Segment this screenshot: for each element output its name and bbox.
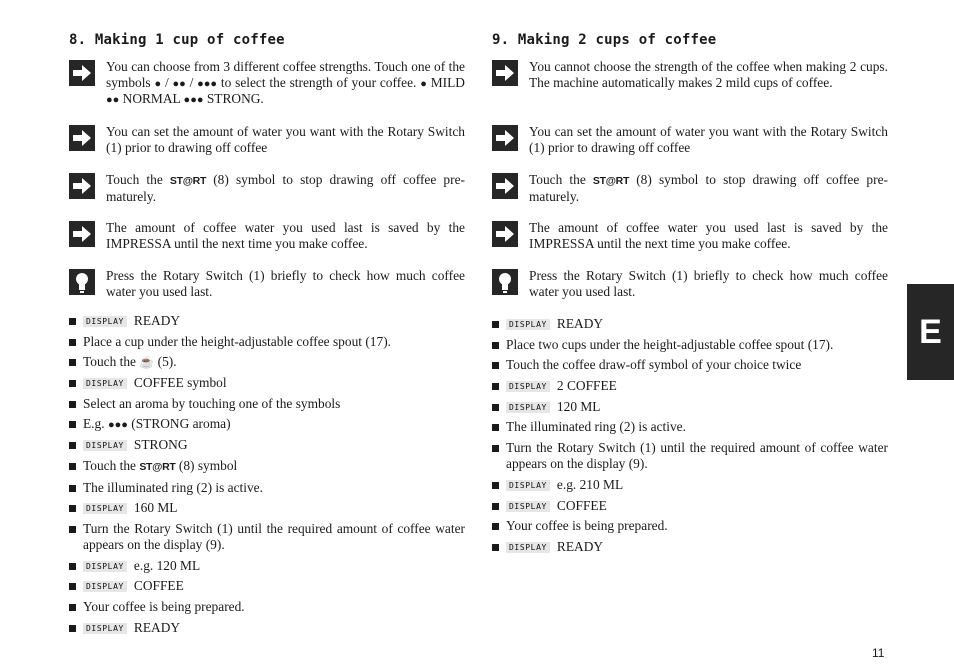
step-item — [492, 378, 888, 394]
note-text-part: (8) symbol to stop drawing off coffee pre-maturely. — [529, 172, 888, 204]
step-text: READY — [556, 316, 604, 331]
step-item — [69, 437, 465, 453]
step-text: COFFEE symbol — [133, 375, 227, 391]
note-text-part: You can choose from 3 different coffee strengths. Touch one of the symbols — [106, 59, 465, 90]
note-text — [529, 172, 888, 205]
step-item — [69, 375, 465, 391]
display-label: DISPLAY — [506, 480, 550, 491]
display-label: DISPLAY — [83, 316, 127, 327]
note-text-part: to select the strength of your coffee. — [220, 75, 417, 90]
step-list — [69, 313, 465, 640]
lightbulb-icon — [69, 269, 95, 295]
note-text: The amount of coffee water you used last is saved by the IMPRESSA until the next time you make coffee. — [106, 220, 465, 251]
step-text: COFFEE — [133, 578, 184, 594]
step-text: (5). — [157, 354, 177, 370]
step-text: STRONG — [133, 437, 188, 453]
normal-label: NORMAL — [122, 91, 181, 106]
note-text: You cannot choose the strength of the coffee when making 2 cups. The machine automatically makes 2 mild cups of coffee. — [529, 59, 888, 90]
step-item — [69, 416, 465, 432]
bean-mild-icon: ● — [420, 78, 427, 90]
step-item: Your coffee is being prepared. — [492, 518, 888, 534]
step-text: (8) symbol — [178, 457, 238, 473]
arrow-right-icon — [492, 125, 518, 151]
step-text: 2 COFFEE — [556, 378, 617, 394]
step-item: Turn the Rotary Switch (1) until the required amount of coffee water appears on the display (9). — [492, 440, 888, 472]
display-label: DISPLAY — [83, 581, 127, 592]
section-title: 9. Making 2 cups of coffee — [492, 32, 717, 48]
step-text: READY — [133, 619, 181, 635]
step-text: COFFEE — [556, 497, 607, 513]
language-tab: E — [907, 284, 954, 380]
step-text: 120 ML — [556, 398, 601, 414]
step-text: (STRONG aroma) — [131, 416, 231, 432]
step-item — [69, 354, 465, 370]
start-symbol-icon: ST@RT — [592, 175, 630, 187]
step-text: 160 ML — [133, 500, 178, 516]
step-text: e.g. 120 ML — [133, 557, 201, 573]
step-text: E.g. — [83, 416, 105, 432]
bean-normal-icon: ●● — [106, 94, 120, 106]
page-number: 11 — [872, 646, 885, 660]
step-text: Touch the — [83, 354, 136, 370]
arrow-right-icon — [492, 221, 518, 247]
bean-strong-icon: ●●● — [183, 94, 204, 106]
tip-text: Press the Rotary Switch (1) briefly to check how much coffee water you used last. — [529, 268, 888, 299]
step-text: Touch the — [83, 457, 136, 473]
step-item: Place two cups under the height-adjustable coffee spout (17). — [492, 337, 888, 353]
note-text-part: Touch the — [106, 172, 163, 187]
step-item — [492, 498, 888, 514]
step-item: Select an aroma by touching one of the symbols — [69, 396, 465, 412]
note-text: You can set the amount of water you want with the Rotary Switch (1) prior to drawing off coffee — [529, 124, 888, 155]
step-item: Touch the coffee draw-off symbol of your choice twice — [492, 357, 888, 373]
start-symbol-icon: ST@RT — [169, 175, 207, 187]
display-label: DISPLAY — [506, 402, 550, 413]
note-text: You can set the amount of water you want with the Rotary Switch (1) prior to drawing off coffee — [106, 124, 465, 155]
step-item — [492, 539, 888, 555]
step-item — [492, 477, 888, 493]
display-label: DISPLAY — [506, 542, 550, 553]
display-label: DISPLAY — [506, 381, 550, 392]
tip-text: Press the Rotary Switch (1) briefly to check how much coffee water you used last. — [106, 268, 465, 299]
cup-icon: ☕ — [139, 355, 155, 370]
display-label: DISPLAY — [83, 440, 127, 451]
arrow-right-icon — [69, 173, 95, 199]
bean-strong-icon: ●●● — [197, 78, 218, 90]
step-item — [492, 399, 888, 415]
step-item — [69, 500, 465, 516]
arrow-right-icon — [69, 60, 95, 86]
note-text-part: (8) symbol to stop drawing off coffee pre-maturely. — [106, 172, 465, 204]
step-item: The illuminated ring (2) is active. — [492, 419, 888, 435]
step-item: Turn the Rotary Switch (1) until the required amount of coffee water appears on the display (9). — [69, 521, 465, 553]
note-text-part: Touch the — [529, 172, 586, 187]
separator: / — [164, 75, 169, 90]
display-label: DISPLAY — [83, 561, 127, 572]
note-text — [106, 172, 465, 205]
display-label: DISPLAY — [506, 501, 550, 512]
step-item — [492, 316, 888, 332]
step-text: READY — [556, 538, 604, 554]
display-label: DISPLAY — [83, 503, 127, 514]
arrow-right-icon — [492, 173, 518, 199]
step-list — [492, 316, 888, 560]
arrow-right-icon — [69, 221, 95, 247]
strong-label: STRONG. — [206, 91, 264, 106]
lightbulb-icon — [492, 269, 518, 295]
step-item — [69, 558, 465, 574]
step-text: e.g. 210 ML — [556, 476, 624, 492]
step-item — [69, 313, 465, 329]
arrow-right-icon — [69, 125, 95, 151]
step-item — [69, 620, 465, 636]
bean-strong-icon: ●●● — [107, 419, 128, 432]
step-item: Your coffee is being prepared. — [69, 599, 465, 615]
step-item: Place a cup under the height-adjustable coffee spout (17). — [69, 334, 465, 350]
display-label: DISPLAY — [83, 378, 127, 389]
note-text — [106, 59, 465, 107]
mild-label: MILD — [430, 75, 465, 90]
step-text: READY — [133, 313, 181, 328]
display-label: DISPLAY — [83, 623, 127, 634]
step-item — [69, 578, 465, 594]
arrow-right-icon — [492, 60, 518, 86]
separator: / — [189, 75, 194, 90]
note-text: The amount of coffee water you used last is saved by the IMPRESSA until the next time you make coffee. — [529, 220, 888, 251]
display-label: DISPLAY — [506, 319, 550, 330]
section-title: 8. Making 1 cup of coffee — [69, 32, 285, 48]
bean-normal-icon: ●● — [172, 78, 186, 90]
step-item: The illuminated ring (2) is active. — [69, 480, 465, 496]
start-symbol-icon: ST@RT — [139, 460, 176, 473]
step-item — [69, 458, 465, 475]
bean-mild-icon: ● — [154, 78, 162, 90]
